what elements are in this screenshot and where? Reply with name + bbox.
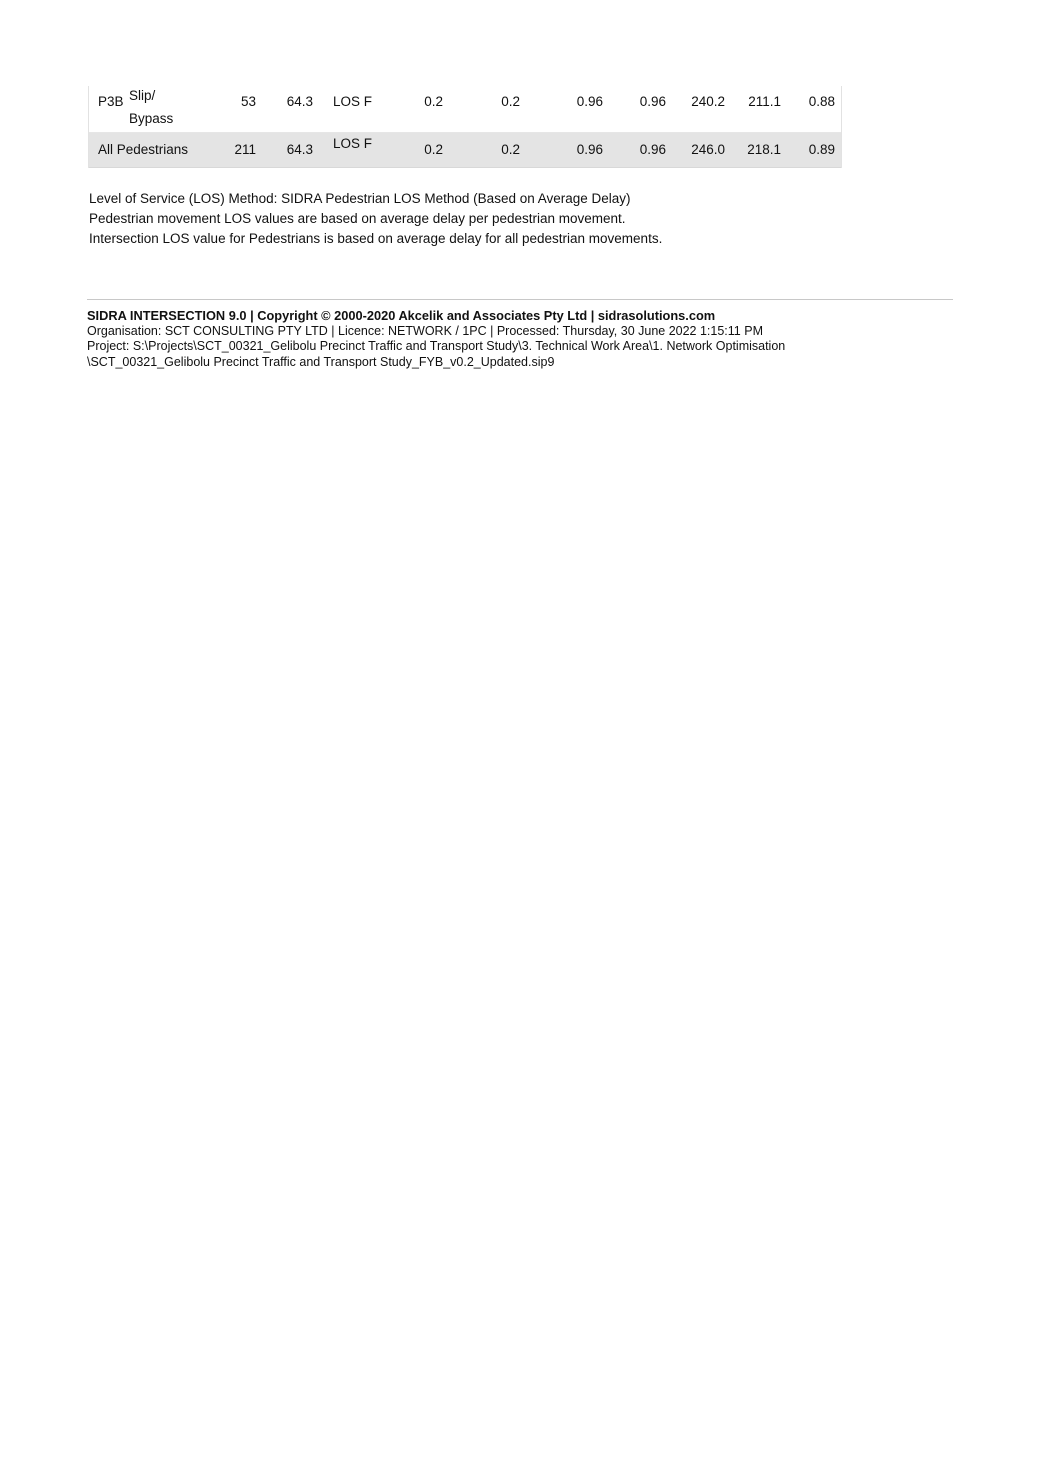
travel-time: 246.0 bbox=[691, 142, 725, 157]
queue-dist: 0.2 bbox=[501, 94, 520, 109]
prop-queued: 0.96 bbox=[576, 94, 603, 109]
demand-flow: 211 bbox=[234, 142, 256, 157]
queue-ped: 0.2 bbox=[424, 142, 443, 157]
queue-dist: 0.2 bbox=[501, 142, 520, 157]
effective-stop-rate: 0.96 bbox=[639, 142, 666, 157]
total-label: All Pedestrians bbox=[98, 142, 189, 157]
effective-stop-rate: 0.96 bbox=[639, 94, 666, 109]
level-of-service: LOS F bbox=[333, 94, 373, 109]
average-speed: 0.89 bbox=[808, 142, 835, 157]
software-copyright: SIDRA INTERSECTION 9.0 | Copyright © 2000-2020 Akcelik and Associates Pty Ltd | sidrasolutions.com bbox=[87, 308, 716, 323]
movement-description: Slip/ bbox=[129, 88, 156, 103]
travel-dist: 211.1 bbox=[748, 94, 781, 109]
intersection-los-note: Intersection LOS value for Pedestrians is based on average delay for all pedestrian movements. bbox=[89, 231, 663, 246]
table-total-row bbox=[89, 133, 841, 168]
average-delay: 64.3 bbox=[286, 142, 313, 157]
movement-id: P3B bbox=[98, 94, 124, 109]
los-method-note: Level of Service (LOS) Method: SIDRA Pedestrian LOS Method (Based on Average Delay) bbox=[89, 191, 631, 206]
table-notes bbox=[89, 189, 662, 249]
pedestrian-movement-table bbox=[88, 86, 842, 168]
level-of-service: LOS F bbox=[333, 136, 373, 151]
project-path: Project: S:\Projects\SCT_00321_Gelibolu Precinct Traffic and Transport Study\3. Technical Work Area\1. Network Optimisation bbox=[87, 339, 786, 354]
footer-divider bbox=[87, 299, 953, 300]
demand-flow: 53 bbox=[240, 94, 256, 109]
organisation-info: Organisation: SCT CONSULTING PTY LTD | Licence: NETWORK / 1PC | Processed: Thursday, 30 June 2022 1:15:11 PM bbox=[87, 323, 763, 338]
report-footer bbox=[87, 308, 785, 370]
queue-ped: 0.2 bbox=[424, 94, 443, 109]
average-delay: 64.3 bbox=[286, 94, 313, 109]
travel-time: 240.2 bbox=[691, 94, 725, 109]
average-speed: 0.88 bbox=[808, 94, 835, 109]
travel-dist: 218.1 bbox=[747, 142, 781, 157]
project-file: \SCT_00321_Gelibolu Precinct Traffic and Transport Study_FYB_v0.2_Updated.sip9 bbox=[87, 354, 555, 369]
prop-queued: 0.96 bbox=[576, 142, 603, 157]
table-row bbox=[89, 86, 841, 133]
movement-los-note: Pedestrian movement LOS values are based on average delay per pedestrian movement. bbox=[89, 211, 626, 226]
movement-description-cont: Bypass bbox=[129, 111, 174, 126]
